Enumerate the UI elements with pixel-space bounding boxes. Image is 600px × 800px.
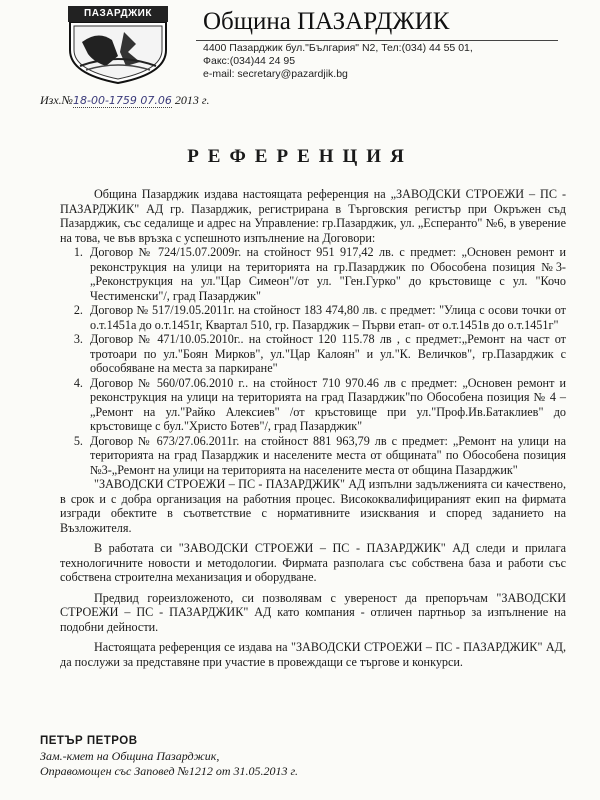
- document-body: [60, 187, 566, 669]
- signature-block: [40, 734, 298, 779]
- crest-shield-icon: [68, 22, 168, 84]
- signatory-name: ПЕТЪР ПЕТРОВ: [40, 735, 138, 747]
- quality-paragraph: "ЗАВОДСКИ СТРОЕЖИ – ПС - ПАЗАРДЖИК" АД изпълни задълженията си качествено, в срок и с добра организация на работния процес. Висококвалифицираният екип на фирмата изгради обектите в съответствие с нормативните изисквания и според заданието на Възложителя.: [60, 477, 566, 535]
- municipality-name: Община ПАЗАРДЖИК: [203, 8, 450, 35]
- contracts-list: [60, 245, 566, 477]
- ref-year: 2013 г.: [174, 93, 210, 107]
- technology-paragraph: В работата си "ЗАВОДСКИ СТРОЕЖИ – ПС - ПАЗАРДЖИК" АД следи и прилага технологичните новости и методологии. Фирмата разполага със собствена база и работи със собствена строителна механизация и оборудване.: [60, 541, 566, 584]
- contract-item: 1. Договор № 724/15.07.2009г. на стойност 951 917,42 лв. с предмет: „Основен ремонт и реконструкция на улици на територията на гр.Пазарджик по Обособена позиция №3-„Реконструкция на ул."Цар Симеон"/от ул. "Ген.Гурко" до кръстовище с ул. "Кочо Честименски"/, град Пазарджик": [86, 245, 566, 303]
- outgoing-number: [40, 93, 209, 108]
- purpose-paragraph: Настоящата референция се издава на "ЗАВОДСКИ СТРОЕЖИ – ПС - ПАЗАРДЖИК" АД, да послужи за представяне при участие в провеждащи се търгове и конкурси.: [60, 640, 566, 669]
- signatory-position: Зам.-кмет на Община Пазарджик,: [40, 749, 220, 763]
- crest-label: ПАЗАРДЖИК: [68, 6, 168, 22]
- fax-line: Факс:(034)44 24 95: [203, 55, 296, 67]
- contract-item: 5. Договор № 673/27.06.2011г. на стойност 881 963,79 лв с предмет: „Ремонт на улици на територията на град Пазарджик и населените места от общината" по Обособена позиция №3-„Ремонт на улици на територията на населените места от община Пазарджик": [86, 434, 566, 478]
- email-line: e-mail: secretary@pazardjik.bg: [203, 68, 348, 80]
- intro-paragraph: Община Пазарджик издава настоящата референция на „ЗАВОДСКИ СТРОЕЖИ – ПС - ПАЗАРДЖИК" АД гр. Пазарджик, регистрирана в Търговския регистър при Окръжен съд Пазарджик, със седалище и адрес на Управление: гр.Пазарджик, ул. „Есперанто" №6, в уверение на това, че във връзка с успешното изпълнение на Договори:: [60, 187, 566, 245]
- contact-block: [203, 42, 473, 81]
- ref-prefix: Изх.№: [40, 93, 73, 107]
- ref-handwritten-number: 18-00-1759 07.06: [73, 94, 172, 107]
- recommendation-paragraph: Предвид гореизложеното, си позволявам с увереност да препоръчам "ЗАВОДСКИ СТРОЕЖИ – ПС - ПАЗАРДЖИК" АД като компания - отличен партньор за изпълнение на подобни дейности.: [60, 590, 566, 634]
- municipality-crest: [68, 6, 168, 84]
- contract-item: 3. Договор № 471/10.05.2010г.. на стойност 120 115.78 лв , с предмет:„Ремонт на част от тротоари по ул."Боян Мирков", ул."Цар Калоян" и ул."К. Величков", гр.Пазарджик с обособяване на места за паркиране": [86, 332, 566, 376]
- address-line: 4400 Пазарджик бул."България" N2, Тел:(034) 44 55 01,: [203, 42, 473, 54]
- document-title: РЕФЕРЕНЦИЯ: [187, 146, 413, 167]
- contract-item: 4. Договор № 560/07.06.2010 г.. на стойност 710 970.46 лв с предмет: „Основен ремонт и реконструкция на улици на територията на град Пазарджик"по Обособена позиция № 4 –„Ремонт на ул."Райко Алексиев" /от кръстовище при ул."Проф.Ив.Батаклиев" до кръстовище с бул."Христо Ботев"/, град Пазарджик": [86, 376, 566, 434]
- header-divider: [196, 40, 558, 41]
- signatory-authorization: Оправомощен със Заповед №1212 от 31.05.2013 г.: [40, 764, 299, 778]
- contract-item: 2. Договор № 517/19.05.2011г. на стойност 183 474,80 лв. с предмет: "Улица с осови точки от о.т.1451а до о.т.1451г, Квартал 510, гр. Пазарджик – Първи етап- от о.т.1451в до о.т.1451г": [86, 303, 566, 332]
